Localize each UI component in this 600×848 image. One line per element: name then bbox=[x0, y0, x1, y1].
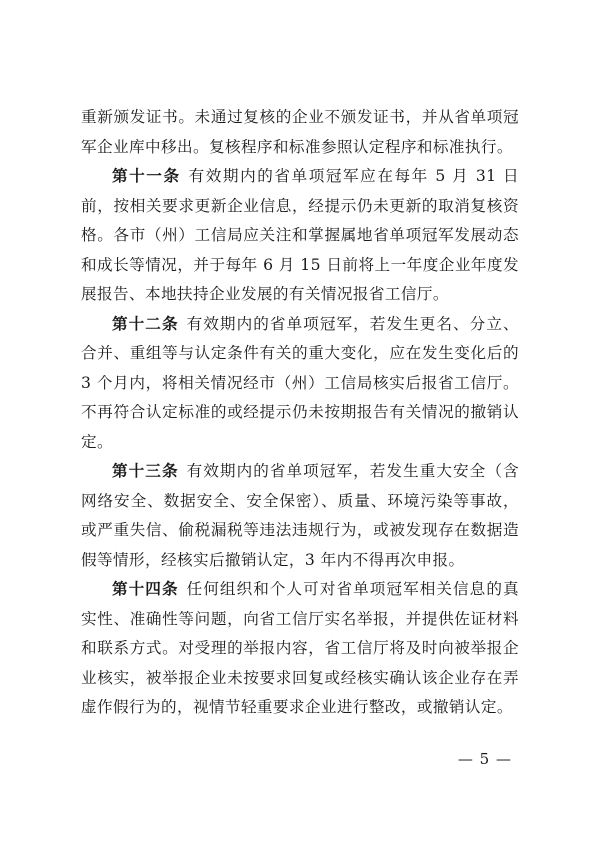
article-13 bbox=[81, 457, 519, 575]
article-13-heading: 第十三条 bbox=[112, 462, 179, 480]
page-number: — 5 — bbox=[457, 750, 512, 768]
article-11 bbox=[81, 162, 519, 310]
article-13-text: 有效期内的省单项冠军，若发生重大安全（含网络安全、数据安全、安全保密）、质量、环境污染等事故，或严重失信、偷税漏税等违法违规行为，或被发现存在数据造假等情形，经核实后撤销认定，3 年内不得再次申报。 bbox=[81, 462, 519, 569]
article-12 bbox=[81, 310, 519, 458]
article-12-heading: 第十二条 bbox=[112, 314, 179, 333]
article-14 bbox=[81, 575, 519, 723]
document-body bbox=[81, 103, 519, 723]
continuation-paragraph: 重新颁发证书。未通过复核的企业不颁发证书，并从省单项冠军企业库中移出。复核程序和标准参照认定程序和标准执行。 bbox=[81, 108, 519, 156]
article-11-text: 有效期内的省单项冠军应在每年 5 月 31 日前，按相关要求更新企业信息，经提示仍未更新的取消复核资格。各市（州）工信局应关注和掌握属地省单项冠军发展动态和成长等情况，并于每年 6 月 15 日前将上一年度企业年度发展报告、本地扶持企业发展的有关情况报省工信厅。 bbox=[81, 167, 519, 303]
article-12-text: 有效期内的省单项冠军，若发生更名、分立、合并、重组等与认定条件有关的重大变化，应在发生变化后的 3 个月内，将相关情况经市（州）工信局核实后报省工信厅。不再符合认定标准的或经提示仍未按期报告有关情况的撤销认定。 bbox=[81, 314, 519, 451]
article-11-heading: 第十一条 bbox=[112, 167, 181, 185]
article-14-text: 任何组织和个人可对省单项冠军相关信息的真实性、准确性等问题，向省工信厅实名举报，并提供佐证材料和联系方式。对受理的举报内容，省工信厅将及时向被举报企业核实，被举报企业未按要求回复或经核实确认该企业存在弄虚作假行为的，视情节轻重要求企业进行整改，或撤销认定。 bbox=[81, 580, 519, 716]
article-14-heading: 第十四条 bbox=[112, 580, 179, 598]
